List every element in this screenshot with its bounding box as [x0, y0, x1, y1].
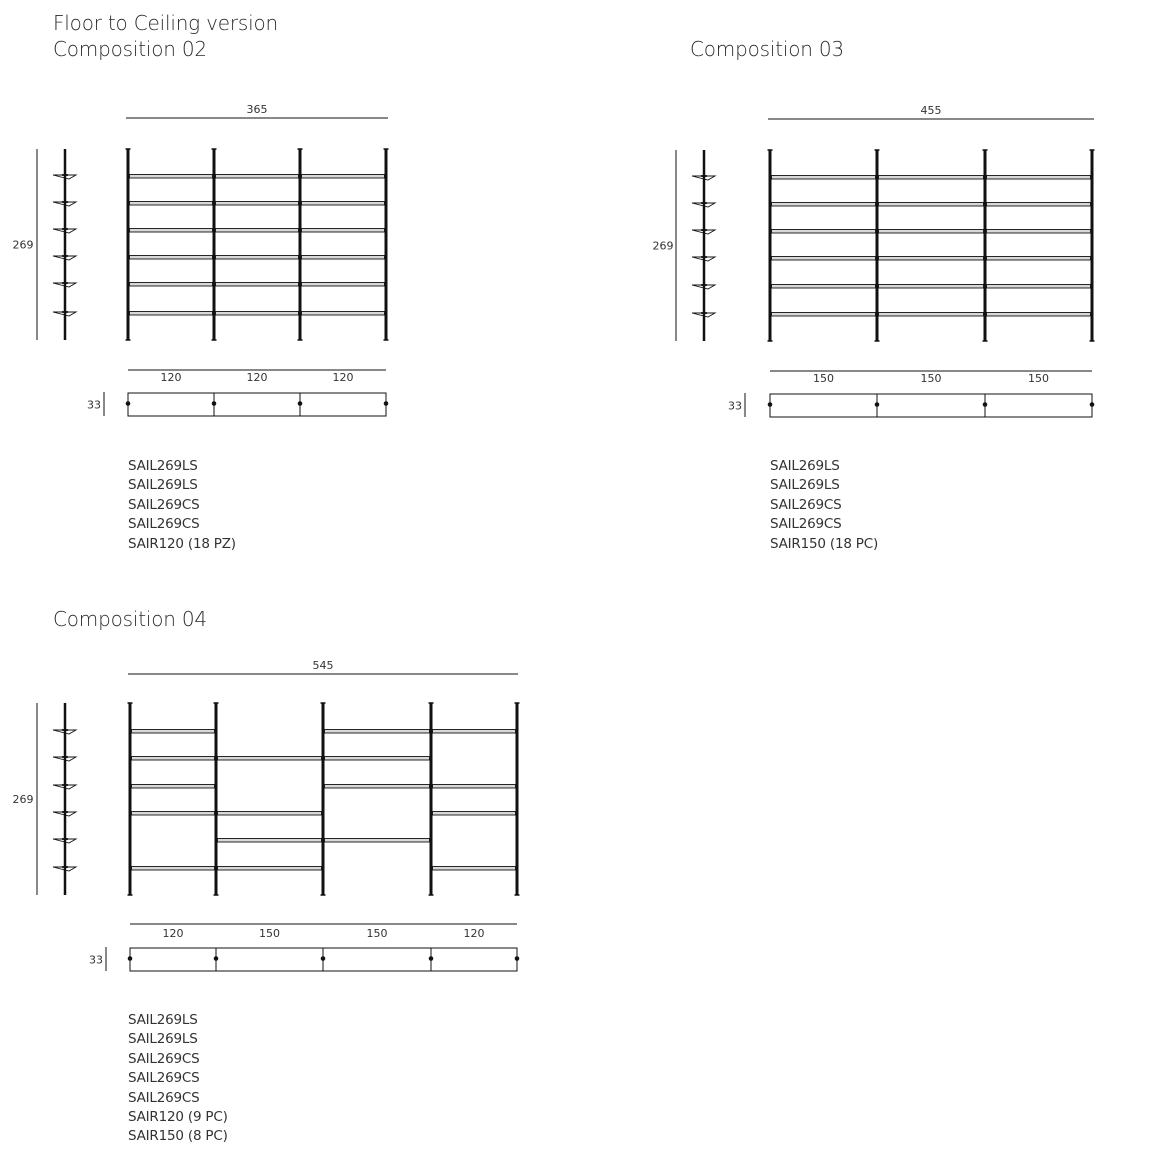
code-item: SAIL269LS	[770, 458, 840, 474]
shelf	[879, 257, 984, 261]
depth-label: 33	[89, 953, 103, 967]
shelf	[218, 812, 322, 816]
bay-width-label: 120	[332, 371, 354, 384]
shelf	[772, 230, 876, 234]
shelf	[879, 313, 984, 317]
shelf	[987, 285, 1091, 289]
code-item: SAIL269LS	[770, 477, 840, 494]
plan-view-box	[128, 393, 386, 416]
shelf	[218, 839, 322, 843]
shelf	[216, 175, 299, 179]
code-item: SAIL269CS	[128, 496, 200, 513]
bay-width-label: 150	[259, 927, 280, 940]
code-item: SAIL269CS	[128, 516, 200, 533]
shelf	[130, 202, 213, 206]
bay-width-label: 120	[463, 927, 485, 940]
shelf	[325, 839, 430, 843]
shelf	[302, 175, 385, 179]
shelf	[433, 730, 516, 734]
code-item: SAIL269CS	[128, 1050, 200, 1067]
shelf	[325, 757, 430, 761]
total-width-label: 545	[312, 659, 334, 672]
shelf	[130, 256, 213, 260]
depth-label: 33	[728, 399, 742, 413]
plan-pole-dot	[983, 402, 988, 407]
shelf	[216, 256, 299, 260]
plan-pole-dot	[875, 402, 880, 407]
composition-04-title: Composition 04	[53, 607, 207, 631]
composition-04-drawing	[13, 659, 520, 971]
code-item: SAIL269LS	[128, 1012, 198, 1028]
plan-pole-dot	[126, 401, 131, 406]
bay-width-label: 120	[162, 927, 184, 940]
shelf	[132, 730, 215, 734]
composition-03-title: Composition 03	[690, 37, 844, 61]
shelf	[218, 757, 322, 761]
composition-02-title: Composition 02	[53, 37, 207, 61]
plan-pole-dot	[515, 956, 520, 961]
shelf	[433, 812, 516, 816]
shelf	[302, 312, 385, 316]
plan-pole-dot	[1090, 402, 1095, 407]
shelf	[216, 312, 299, 316]
shelf	[772, 257, 876, 261]
shelf	[987, 176, 1091, 180]
total-width-label: 455	[920, 104, 942, 117]
height-label: 269	[652, 239, 674, 253]
shelf	[130, 283, 213, 287]
shelf	[433, 867, 516, 871]
version-title: Floor to Ceiling version	[53, 11, 278, 35]
code-item: SAIR120 (18 PZ)	[128, 535, 236, 552]
code-item: SAIR120 (9 PC)	[128, 1109, 228, 1126]
bay-width-label: 150	[813, 372, 834, 385]
code-item: SAIL269CS	[770, 496, 842, 513]
shelf	[218, 867, 322, 871]
composition-02-code-list	[128, 457, 236, 554]
shelf	[987, 230, 1091, 234]
code-item: SAIR150 (18 PC)	[770, 535, 879, 552]
shelf	[772, 285, 876, 289]
code-item: SAIL269CS	[770, 516, 842, 533]
shelf	[879, 203, 984, 207]
shelf	[325, 730, 430, 734]
plan-pole-dot	[298, 401, 303, 406]
height-label: 269	[12, 793, 34, 806]
height-label: 269	[12, 238, 34, 252]
shelf	[216, 229, 299, 233]
shelf	[130, 229, 213, 233]
shelf	[772, 203, 876, 207]
shelf	[879, 230, 984, 234]
code-item: SAIL269CS	[128, 1070, 200, 1087]
bay-width-label: 150	[1028, 372, 1049, 385]
plan-pole-dot	[128, 956, 133, 961]
shelf	[132, 785, 215, 789]
shelf	[302, 202, 385, 206]
code-item: SAIL269LS	[128, 477, 198, 494]
composition-03-drawing	[653, 104, 1095, 417]
bay-width-label: 120	[160, 371, 182, 384]
shelf	[130, 175, 213, 179]
code-item: SAIL269CS	[128, 1089, 200, 1106]
shelf	[132, 812, 215, 816]
composition-04-code-list	[128, 1011, 228, 1147]
shelf	[132, 757, 215, 761]
plan-pole-dot	[214, 956, 219, 961]
total-width-label: 365	[246, 103, 268, 116]
shelf	[772, 176, 876, 180]
shelf	[433, 785, 516, 789]
shelf	[772, 313, 876, 317]
plan-pole-dot	[768, 402, 773, 407]
bay-width-label: 150	[920, 372, 942, 385]
depth-label: 33	[87, 398, 101, 412]
bay-width-label: 150	[366, 927, 388, 940]
plan-pole-dot	[384, 401, 389, 406]
code-item: SAIL269LS	[128, 1031, 198, 1048]
shelf	[987, 257, 1091, 261]
shelf	[987, 313, 1091, 317]
shelf	[132, 867, 215, 871]
code-item: SAIR150 (8 PC)	[128, 1128, 228, 1145]
shelf	[987, 203, 1091, 207]
plan-pole-dot	[429, 956, 434, 961]
shelf	[302, 256, 385, 260]
shelf	[879, 176, 984, 180]
bay-width-label: 120	[246, 371, 268, 384]
shelf	[302, 229, 385, 233]
plan-pole-dot	[321, 956, 326, 961]
shelf	[302, 283, 385, 287]
composition-03-code-list	[770, 457, 878, 554]
shelf	[325, 785, 430, 789]
shelf	[130, 312, 213, 316]
code-item: SAIL269LS	[128, 458, 198, 474]
shelf	[216, 202, 299, 206]
shelf	[216, 283, 299, 287]
plan-pole-dot	[212, 401, 217, 406]
shelf	[879, 285, 984, 289]
plan-view-box	[770, 394, 1092, 417]
composition-02-drawing	[13, 103, 389, 416]
